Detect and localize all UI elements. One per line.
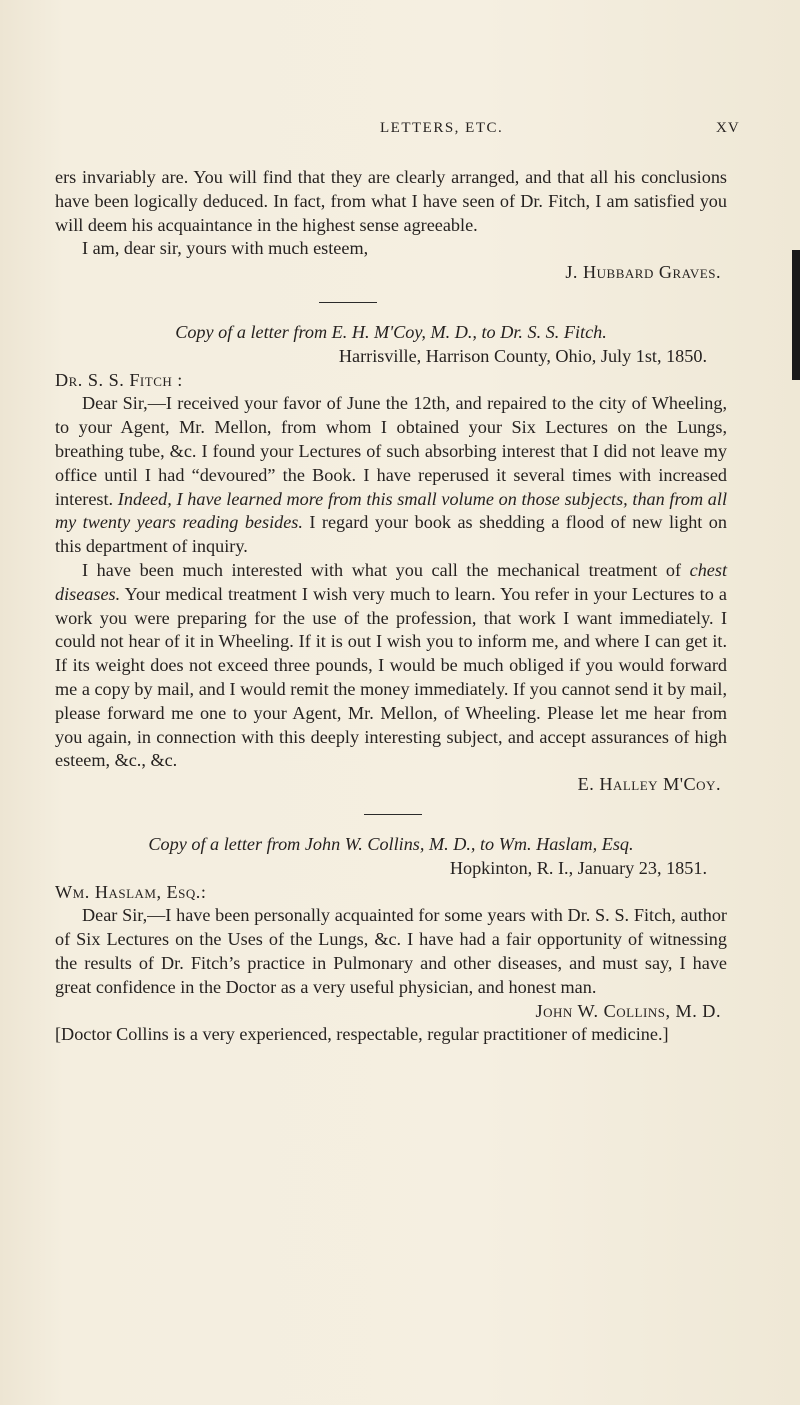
page-body — [55, 166, 727, 1047]
section-divider — [55, 285, 727, 321]
opening-closing: I am, dear sir, yours with much esteem, — [82, 238, 369, 259]
place-date-collins: Hopkinton, R. I., January 23, 1851. — [449, 857, 707, 878]
page-edge-mark — [792, 250, 800, 380]
salutation-mccoy: Dr. S. S. Fitch : — [55, 369, 183, 390]
running-head — [0, 120, 800, 140]
signature-collins: John W. Collins, M. D. — [535, 1000, 721, 1021]
mccoy-p1-text-a: Dear Sir,—I received your favor of June the 12th, and repaired to the city of Wheeling, to your Agent, Mr. Mellon, from whom I obtained your Six Lectures on the Lungs, breathing tube, &c. I found your Lectures of such absorbing interest that I did not leave my office until I had “devoured” the Book. I have reperused it several times with increased interest. — [55, 393, 727, 509]
caption-collins-letter: Copy of a letter from John W. Collins, M. D., to Wm. Haslam, Esq. — [148, 833, 634, 854]
mccoy-p1-text-b: I regard your book as shedding a flood of new light on this department of inquiry. — [55, 512, 727, 557]
mccoy-p2-italic: chest diseases. — [55, 559, 727, 604]
mccoy-p2-text-a: I have been much interested with what you call the mechanical treatment of — [82, 559, 682, 580]
section-divider — [55, 797, 727, 833]
collins-paragraph: Dear Sir,—I have been personally acquainted for some years with Dr. S. S. Fitch, author of Six Lectures on the Uses of the Lungs, &c. I have had a fair opportunity of witnessing the results of Dr. Fitch’s practice in Pulmonary and other diseases, and must say, I have great confidence in the Doctor as a very useful physician, and honest man. — [55, 905, 727, 997]
mccoy-p2-text-b: Your medical treatment I wish very much to learn. You refer in your Lectures to a work you were preparing for the use of the profession, that work I want immediately. I could not hear of it in Wheeling. If it is out I wish you to inform me, and where I can get it. If its weight does not exceed three pounds, I would be much obliged if you would forward me a copy by mail, and I would remit the money immediately. If you cannot send it by mail, please forward me one to your Agent, Mr. Mellon, of Wheeling. Please let me hear from you again, in connection with this deeply interesting subject, and accept assurances of high esteem, &c., &c. — [55, 583, 728, 771]
running-head-title: LETTERS, ETC. — [380, 120, 504, 136]
mccoy-paragraph-2 — [55, 559, 727, 773]
mccoy-paragraph-1 — [55, 392, 727, 559]
signature-mccoy: E. Halley M'Coy. — [577, 774, 721, 795]
signature-graves: J. Hubbard Graves. — [565, 262, 721, 283]
salutation-collins: Wm. Haslam, Esq.: — [55, 881, 207, 902]
page-number: XV — [716, 120, 740, 136]
editorial-note: [Doctor Collins is a very experienced, respectable, regular practitioner of medicine.] — [55, 1024, 669, 1045]
opening-paragraph: ers invariably are. You will find that they are clearly arranged, and that all his conclusions have been logically deduced. In fact, from what I have seen of Dr. Fitch, I am satisfied you will deem his acquaintance in the highest sense agreeable. — [55, 167, 727, 235]
mccoy-p1-italic: Indeed, I have learned more from this small volume on those subjects, than from all my twenty years reading besides. — [55, 488, 728, 533]
caption-mccoy-letter: Copy of a letter from E. H. M'Coy, M. D., to Dr. S. S. Fitch. — [175, 321, 607, 342]
place-date-mccoy: Harrisville, Harrison County, Ohio, July 1st, 1850. — [338, 345, 707, 366]
